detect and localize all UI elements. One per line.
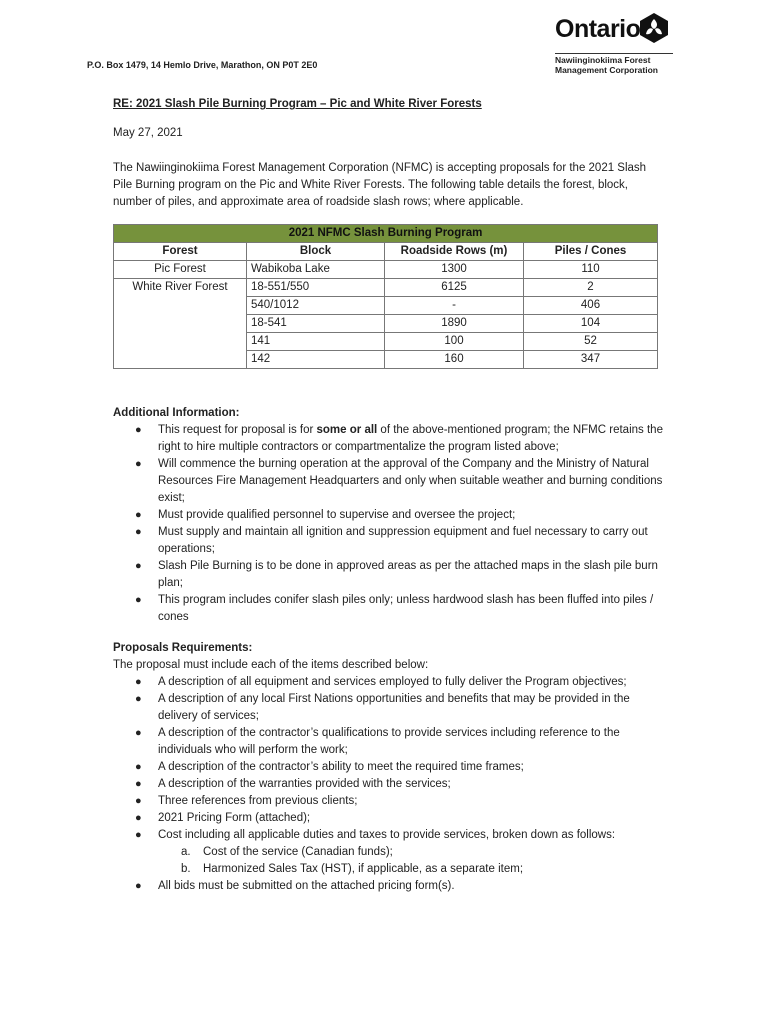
item-text: 2021 Pricing Form (attached); <box>158 812 311 824</box>
bullet-icon: ● <box>135 778 142 790</box>
cell-block: 142 <box>247 351 385 369</box>
bullet-icon: ● <box>135 424 142 436</box>
sub-list-item <box>113 861 663 878</box>
subject-line: RE: 2021 Slash Pile Burning Program – Pic and White River Forests <box>113 98 482 110</box>
logo-org-line1: Nawiinginokiima Forest <box>555 55 651 65</box>
letter-date: May 27, 2021 <box>113 127 183 139</box>
cell-block: 141 <box>247 333 385 351</box>
item-text: All bids must be submitted on the attached pricing form(s). <box>158 880 455 892</box>
item-text: Three references from previous clients; <box>158 795 358 807</box>
list-item <box>113 725 663 759</box>
cell-block: 540/1012 <box>247 297 385 315</box>
item-text: This request for proposal is for <box>158 424 317 436</box>
table-row <box>114 279 658 297</box>
item-text: Must supply and maintain all ignition and suppression equipment and fuel necessary to carry out operations; <box>158 526 648 555</box>
item-text: A description of the contractor’s ability to meet the required time frames; <box>158 761 524 773</box>
table-header-row <box>114 243 658 261</box>
item-text-continued: of the above-mentioned program; the NFMC retains the right to hire multiple contractors or compartmentalize the program listed above; <box>158 424 663 453</box>
cell-piles: 406 <box>524 297 658 315</box>
item-text: A description of any local First Nations opportunities and benefits that may be provided in the delivery of services; <box>158 693 630 722</box>
logo-org-name <box>555 55 658 75</box>
additional-info-heading: Additional Information: <box>113 407 240 419</box>
bullet-icon: ● <box>135 560 142 572</box>
column-header-roadside-rows: Roadside Rows (m) <box>385 243 524 261</box>
list-item <box>113 759 663 776</box>
cell-piles: 347 <box>524 351 658 369</box>
list-item <box>113 507 663 524</box>
list-item <box>113 810 663 827</box>
cell-forest: White River Forest <box>114 279 247 369</box>
list-item <box>113 674 663 691</box>
trillium-icon <box>639 12 669 44</box>
list-item <box>113 592 663 626</box>
cell-piles: 52 <box>524 333 658 351</box>
cell-roadside-rows: 160 <box>385 351 524 369</box>
item-text: Must provide qualified personnel to supervise and oversee the project; <box>158 509 516 521</box>
list-item <box>113 691 663 725</box>
logo-divider <box>555 53 673 54</box>
item-text: Will commence the burning operation at the approval of the Company and the Ministry of Natural Resources Fire Management Headquarters and only when suitable weather and burning conditions exist; <box>158 458 663 504</box>
item-text: Cost including all applicable duties and taxes to provide services, broken down as follows: <box>158 829 616 841</box>
bullet-icon: ● <box>135 509 142 521</box>
bullet-icon: ● <box>135 761 142 773</box>
cell-block: Wabikoba Lake <box>247 261 385 279</box>
cell-roadside-rows: 1300 <box>385 261 524 279</box>
item-text: Slash Pile Burning is to be done in approved areas as per the attached maps in the slash pile burn plan; <box>158 560 658 589</box>
burning-program-table <box>113 224 658 369</box>
sub-item-marker: b. <box>181 863 191 875</box>
list-item <box>113 878 663 895</box>
intro-paragraph: The Nawiinginokiima Forest Management Corporation (NFMC) is accepting proposals for the 2021 Slash Pile Burning program on the Pic and White River Forests. The following table details the forest, block, number of piles, and approximate area of roadside slash rows; where applicable. <box>113 162 647 208</box>
sender-address: P.O. Box 1479, 14 Hemlo Drive, Marathon, ON P0T 2E0 <box>87 60 318 70</box>
cost-breakdown-list <box>158 844 663 878</box>
item-text: A description of all equipment and services employed to fully deliver the Program objectives; <box>158 676 627 688</box>
list-item <box>113 827 663 878</box>
list-item <box>113 456 663 507</box>
cell-block: 18-541 <box>247 315 385 333</box>
letter-body <box>113 96 663 895</box>
list-item <box>113 524 663 558</box>
item-text: A description of the warranties provided with the services; <box>158 778 451 790</box>
table-title: 2021 NFMC Slash Burning Program <box>114 225 658 243</box>
list-item <box>113 793 663 810</box>
proposal-requirements-heading: Proposals Requirements: <box>113 642 253 654</box>
list-item <box>113 422 663 456</box>
item-emphasis: some or all <box>316 424 378 436</box>
cell-roadside-rows: 1890 <box>385 315 524 333</box>
bullet-icon: ● <box>135 676 142 688</box>
logo-org-line2: Management Corporation <box>555 65 658 75</box>
sub-list-item <box>113 844 663 861</box>
cell-piles: 2 <box>524 279 658 297</box>
sub-item-text: Cost of the service (Canadian funds); <box>203 846 393 858</box>
bullet-icon: ● <box>135 829 142 841</box>
bullet-icon: ● <box>135 880 142 892</box>
bullet-icon: ● <box>135 526 142 538</box>
bullet-icon: ● <box>135 594 142 606</box>
cell-roadside-rows: - <box>385 297 524 315</box>
cell-forest: Pic Forest <box>114 261 247 279</box>
item-text: A description of the contractor’s qualifications to provide services including reference to the individuals who will perform the work; <box>158 727 620 756</box>
additional-info-list <box>113 422 663 626</box>
column-header-forest: Forest <box>114 243 247 261</box>
cell-piles: 104 <box>524 315 658 333</box>
sub-item-marker: a. <box>181 846 191 858</box>
proposal-requirements-lead: The proposal must include each of the items described below: <box>113 659 429 671</box>
list-item <box>113 558 663 592</box>
cell-roadside-rows: 100 <box>385 333 524 351</box>
proposal-requirements-list <box>113 674 663 895</box>
bullet-icon: ● <box>135 693 142 705</box>
item-text: This program includes conifer slash piles only; unless hardwood slash has been fluffed into piles / cones <box>158 594 654 623</box>
cell-block: 18-551/550 <box>247 279 385 297</box>
list-item <box>113 776 663 793</box>
column-header-piles: Piles / Cones <box>524 243 658 261</box>
bullet-icon: ● <box>135 458 142 470</box>
logo-wordmark: Ontario <box>555 15 641 43</box>
table-row <box>114 261 658 279</box>
bullet-icon: ● <box>135 727 142 739</box>
cell-roadside-rows: 6125 <box>385 279 524 297</box>
sub-item-text: Harmonized Sales Tax (HST), if applicable, as a separate item; <box>203 863 524 875</box>
column-header-block: Block <box>247 243 385 261</box>
cell-piles: 110 <box>524 261 658 279</box>
bullet-icon: ● <box>135 795 142 807</box>
bullet-icon: ● <box>135 812 142 824</box>
